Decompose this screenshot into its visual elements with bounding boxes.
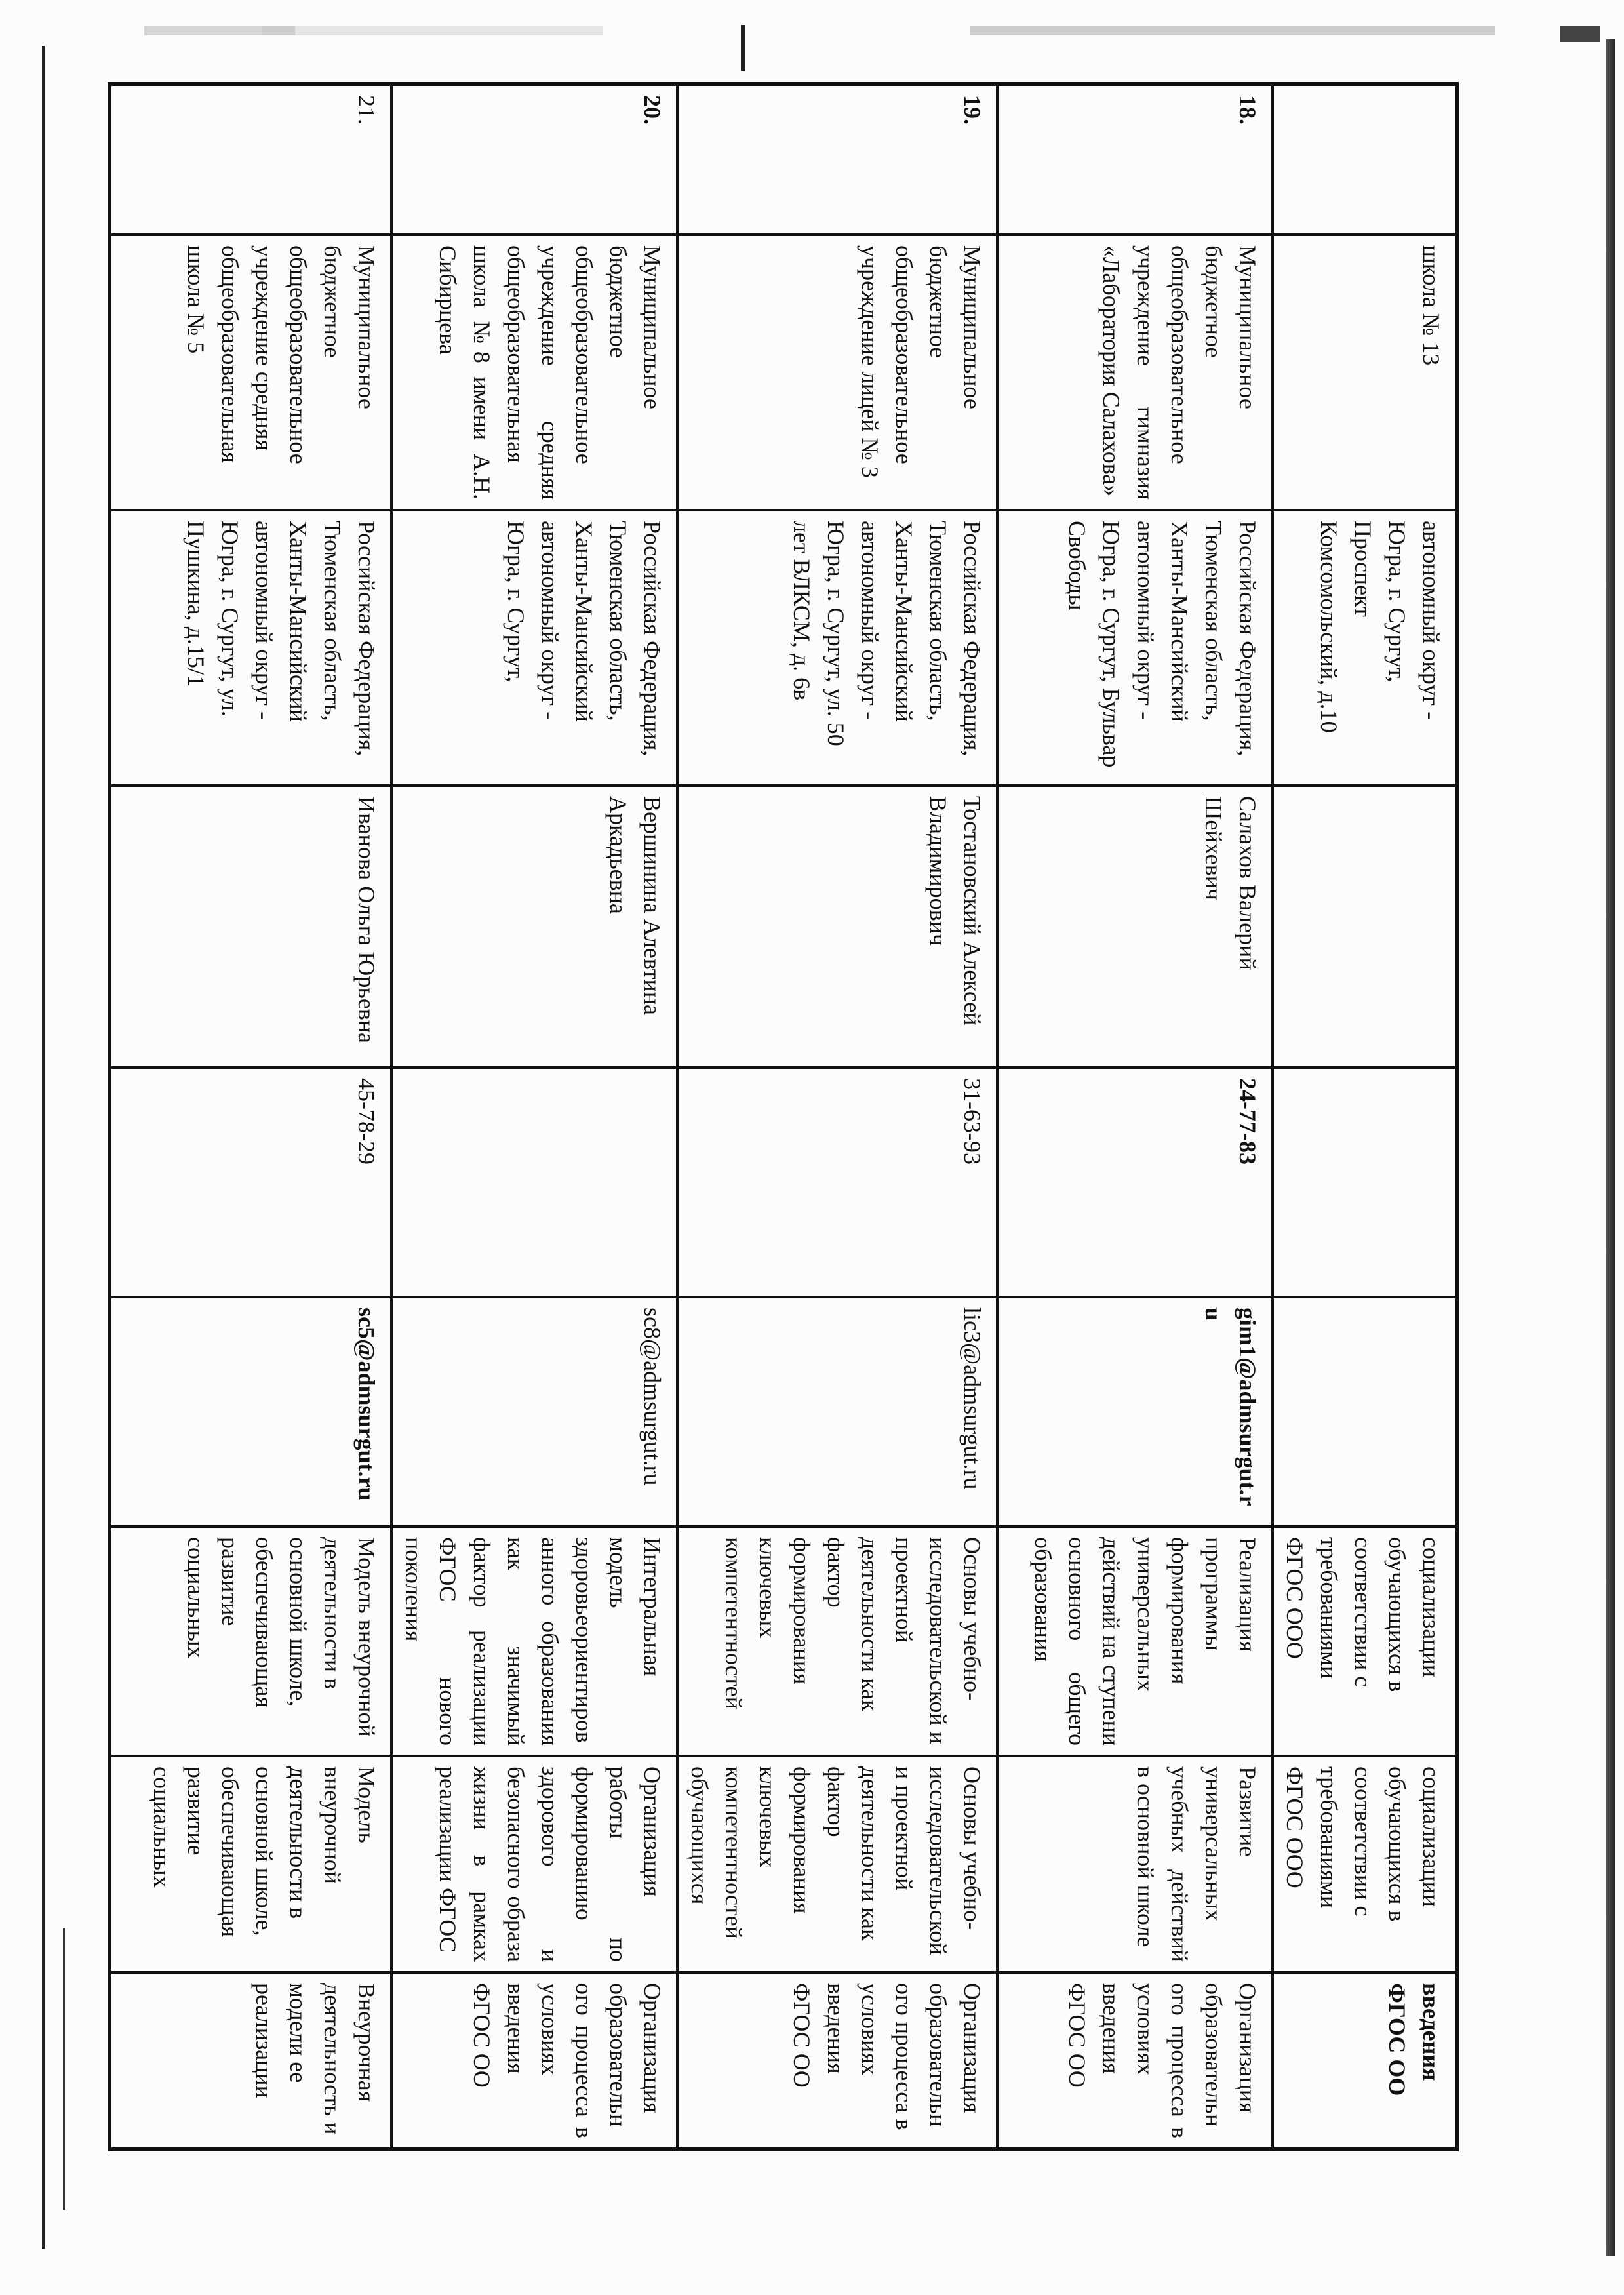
school-name-cell: Муниципальное бюджетное общеобразовательное учреждение средняя общеобразовательная школа №8 имени А.Н. Сибирцева: [391, 235, 677, 510]
address-cell: Российская Федерация, Тюменская область, Ханты-Мансийский автономный округ - Югра, г. Сургут, ул. 50 лет ВЛКСМ, д. 6в: [677, 510, 997, 786]
table-row: [1273, 84, 1457, 2149]
row-number-cell: 21.: [109, 84, 391, 235]
row-number-cell: 19.: [677, 84, 997, 235]
director-cell: Иванова Ольга Юрьевна: [109, 786, 391, 1068]
school-name-cell: Муниципальное бюджетное общеобразовательное учреждение гимназия «Лаборатория Салахова»: [997, 235, 1273, 510]
row-number-cell: 20.: [391, 84, 677, 235]
direction-cell: Организация образовательного процесса в условиях введения ФГОС ОО: [997, 1972, 1273, 2149]
phone-cell: 24-77-83: [997, 1068, 1273, 1297]
scan-mark: [741, 25, 745, 71]
email-cell: sc5@admsurgut.ru: [109, 1297, 391, 1527]
direction-cell: Организация образовательного процесса в условиях введения ФГОС ОО: [391, 1972, 677, 2149]
direction-cell: Организация образовательного процесса в условиях введения ФГОС ОО: [677, 1972, 997, 2149]
theme-cell: Организация работы по формированию здорового и безопасного образа жизни в рамках реализации ФГОС: [391, 1756, 677, 1972]
table-row: [391, 84, 677, 2149]
email-cell: lic3@admsurgut.ru: [677, 1297, 997, 1527]
row-number-cell: 18.: [997, 84, 1273, 235]
theme-cell: Развитие универсальных учебных действий в основной школе: [997, 1756, 1273, 1972]
address-cell: Российская Федерация, Тюменская область, Ханты-Мансийский автономный округ - Югра, г. Сургут, ул. Пушкина, д.15/1: [109, 510, 391, 786]
rotated-document-page: [149, 82, 1459, 2147]
email-cell: [1273, 1297, 1457, 1527]
school-name-cell: Муниципальное бюджетное общеобразовательное учреждение средняя общеобразовательная школа № 5: [109, 235, 391, 510]
topic-cell: Реализация программы формирования универсальных действий на ступени основного общего образования: [997, 1527, 1273, 1756]
scan-edge-right: [1606, 39, 1615, 2256]
address-cell: Российская Федерация, Тюменская область, Ханты-Мансийский автономный округ - Югра, г. Сургут,: [391, 510, 677, 786]
row-number-cell: [1273, 84, 1457, 235]
scan-edge-mark: [63, 1928, 65, 2210]
scan-noise: [262, 26, 603, 35]
director-cell: [1273, 786, 1457, 1068]
topic-cell: Интегральная модель здоровьеориентированного образования как значимый фактор реализации ФГОС нового поколения: [391, 1527, 677, 1756]
direction-cell: Внеурочная деятельность и модели ее реализации: [109, 1972, 391, 2149]
director-cell: Тостановский Алексей Владимирович: [677, 786, 997, 1068]
school-name-cell: школа № 13: [1273, 235, 1457, 510]
scan-noise: [970, 26, 1495, 35]
phone-cell: [391, 1068, 677, 1297]
scan-mark: [1560, 26, 1600, 42]
theme-cell: Основы учебно-исследовательской и проектной деятельности как фактор формирования ключевых компетентностей обучающихся: [677, 1756, 997, 1972]
topic-cell: Основы учебно-исследовательской и проектной деятельности как фактор формирования ключевых компетентностей: [677, 1527, 997, 1756]
direction-cell: введения ФГОС ОО: [1273, 1972, 1457, 2149]
address-cell: Российская Федерация, Тюменская область, Ханты-Мансийский автономный округ - Югра, г. Сургут, Бульвар Свободы: [997, 510, 1273, 786]
director-cell: Салахов Валерий Шейхевич: [997, 786, 1273, 1068]
theme-cell: Модель внеурочной деятельности в основной школе, обеспечивающая развитие социальных: [109, 1756, 391, 1972]
school-name-cell: Муниципальное бюджетное общеобразовательное учреждение лицей № 3: [677, 235, 997, 510]
director-cell: Вершинина Алевтина Аркадьевна: [391, 786, 677, 1068]
schools-table: [108, 82, 1459, 2151]
email-cell: gim1@admsurgut.ru: [997, 1297, 1273, 1527]
topic-cell: социализации обучающихся в соответствии с требованиями ФГОС ООО: [1273, 1527, 1457, 1756]
table-row: [677, 84, 997, 2149]
table-row: [997, 84, 1273, 2149]
theme-cell: социализации обучающихся в соответствии с требованиями ФГОС ООО: [1273, 1756, 1457, 1972]
table-row: [109, 84, 391, 2149]
phone-cell: [1273, 1068, 1457, 1297]
scan-edge-left: [42, 46, 45, 2249]
email-cell: sc8@admsurgut.ru: [391, 1297, 677, 1527]
phone-cell: 45-78-29: [109, 1068, 391, 1297]
topic-cell: Модель внеурочной деятельности в основной школе, обеспечивающая развитие социальных: [109, 1527, 391, 1756]
address-cell: автономный округ - Югра, г. Сургут, Проспект Комсомольский, д.10: [1273, 510, 1457, 786]
phone-cell: 31-63-93: [677, 1068, 997, 1297]
